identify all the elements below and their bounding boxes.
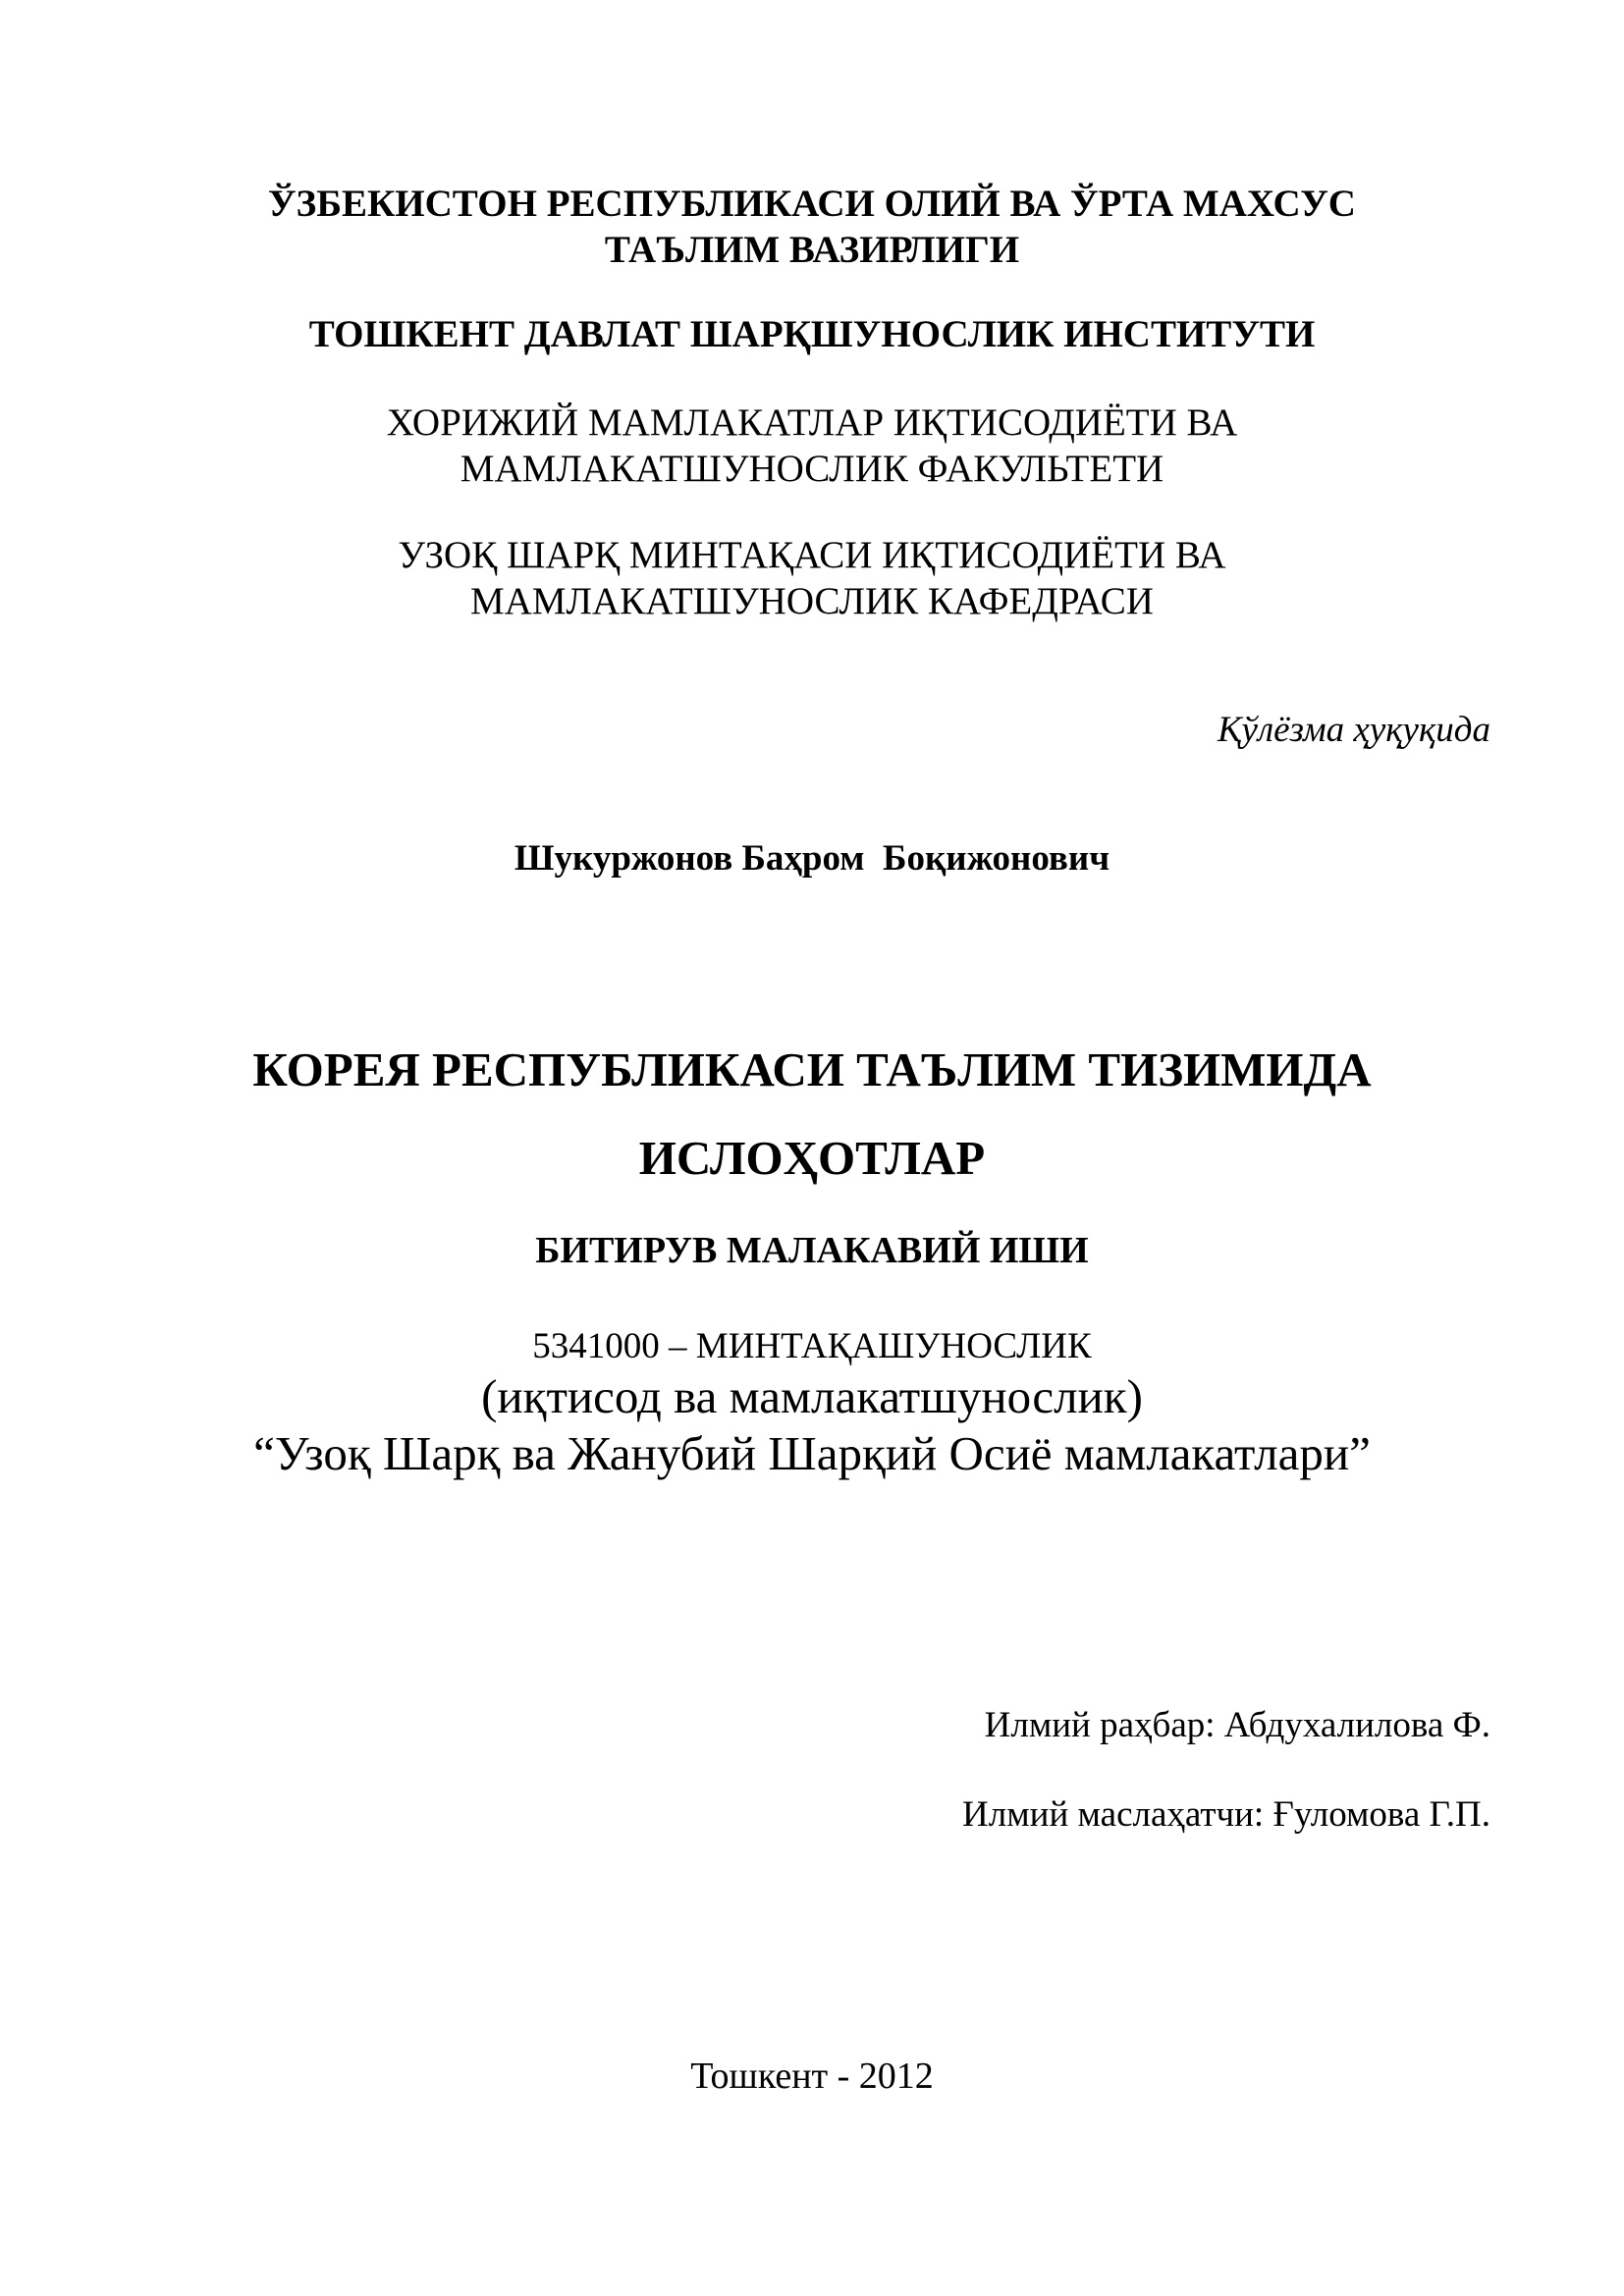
specialty-code: 5341000 – МИНТАҚАШУНОСЛИК <box>532 1326 1092 1366</box>
department-heading <box>0 533 1624 625</box>
ministry-line-1: ЎЗБЕКИСТОН РЕСПУБЛИКАСИ ОЛИЙ ВА ЎРТА МАХСУС <box>268 183 1356 225</box>
consultant: Илмий маслаҳатчи: Ғуломова Г.П. <box>962 1794 1490 1835</box>
faculty-line-2: МАМЛАКАТШУНОСЛИК ФАКУЛЬТЕТИ <box>460 447 1164 490</box>
faculty-heading <box>0 400 1624 493</box>
author-name: Шукуржонов Баҳром Боқижонович <box>514 838 1110 879</box>
specialty-description <box>0 1368 1624 1482</box>
faculty-line-1: ХОРИЖИЙ МАМЛАКАТЛАР ИҚТИСОДИЁТИ ВА <box>386 401 1238 444</box>
ministry-line-2: ТАЪЛИМ ВАЗИРЛИГИ <box>604 228 1020 271</box>
supervisor: Илмий раҳбар: Абдухалилова Ф. <box>984 1705 1490 1745</box>
specialty-sub-1: (иқтисод ва мамлакатшунослик) <box>481 1369 1143 1423</box>
department-line-2: МАМЛАКАТШУНОСЛИК КАФЕДРАСИ <box>470 579 1154 622</box>
institute-heading <box>0 312 1624 358</box>
department-line-1: УЗОҚ ШАРҚ МИНТАҚАСИ ИҚТИСОДИЁТИ ВА <box>398 534 1226 576</box>
specialty-sub-2: “Узоқ Шарқ ва Жанубий Шарқий Осиё мамлакатлари” <box>253 1426 1371 1480</box>
thesis-title-line-1: КОРЕЯ РЕСПУБЛИКАСИ ТАЪЛИМ ТИЗИМИДА <box>252 1042 1372 1096</box>
work-type: БИТИРУВ МАЛАКАВИЙ ИШИ <box>535 1230 1089 1271</box>
thesis-title <box>0 1026 1624 1202</box>
ministry-heading <box>0 182 1624 274</box>
institute-name: ТОШКЕНТ ДАВЛАТ ШАРҚШУНОСЛИК ИНСТИТУТИ <box>308 313 1316 355</box>
thesis-title-line-2: ИСЛОҲОТЛАР <box>638 1131 986 1185</box>
manuscript-note: Қўлёзма ҳуқуқида <box>1217 710 1490 750</box>
place-and-year: Тошкент - 2012 <box>690 2056 934 2097</box>
